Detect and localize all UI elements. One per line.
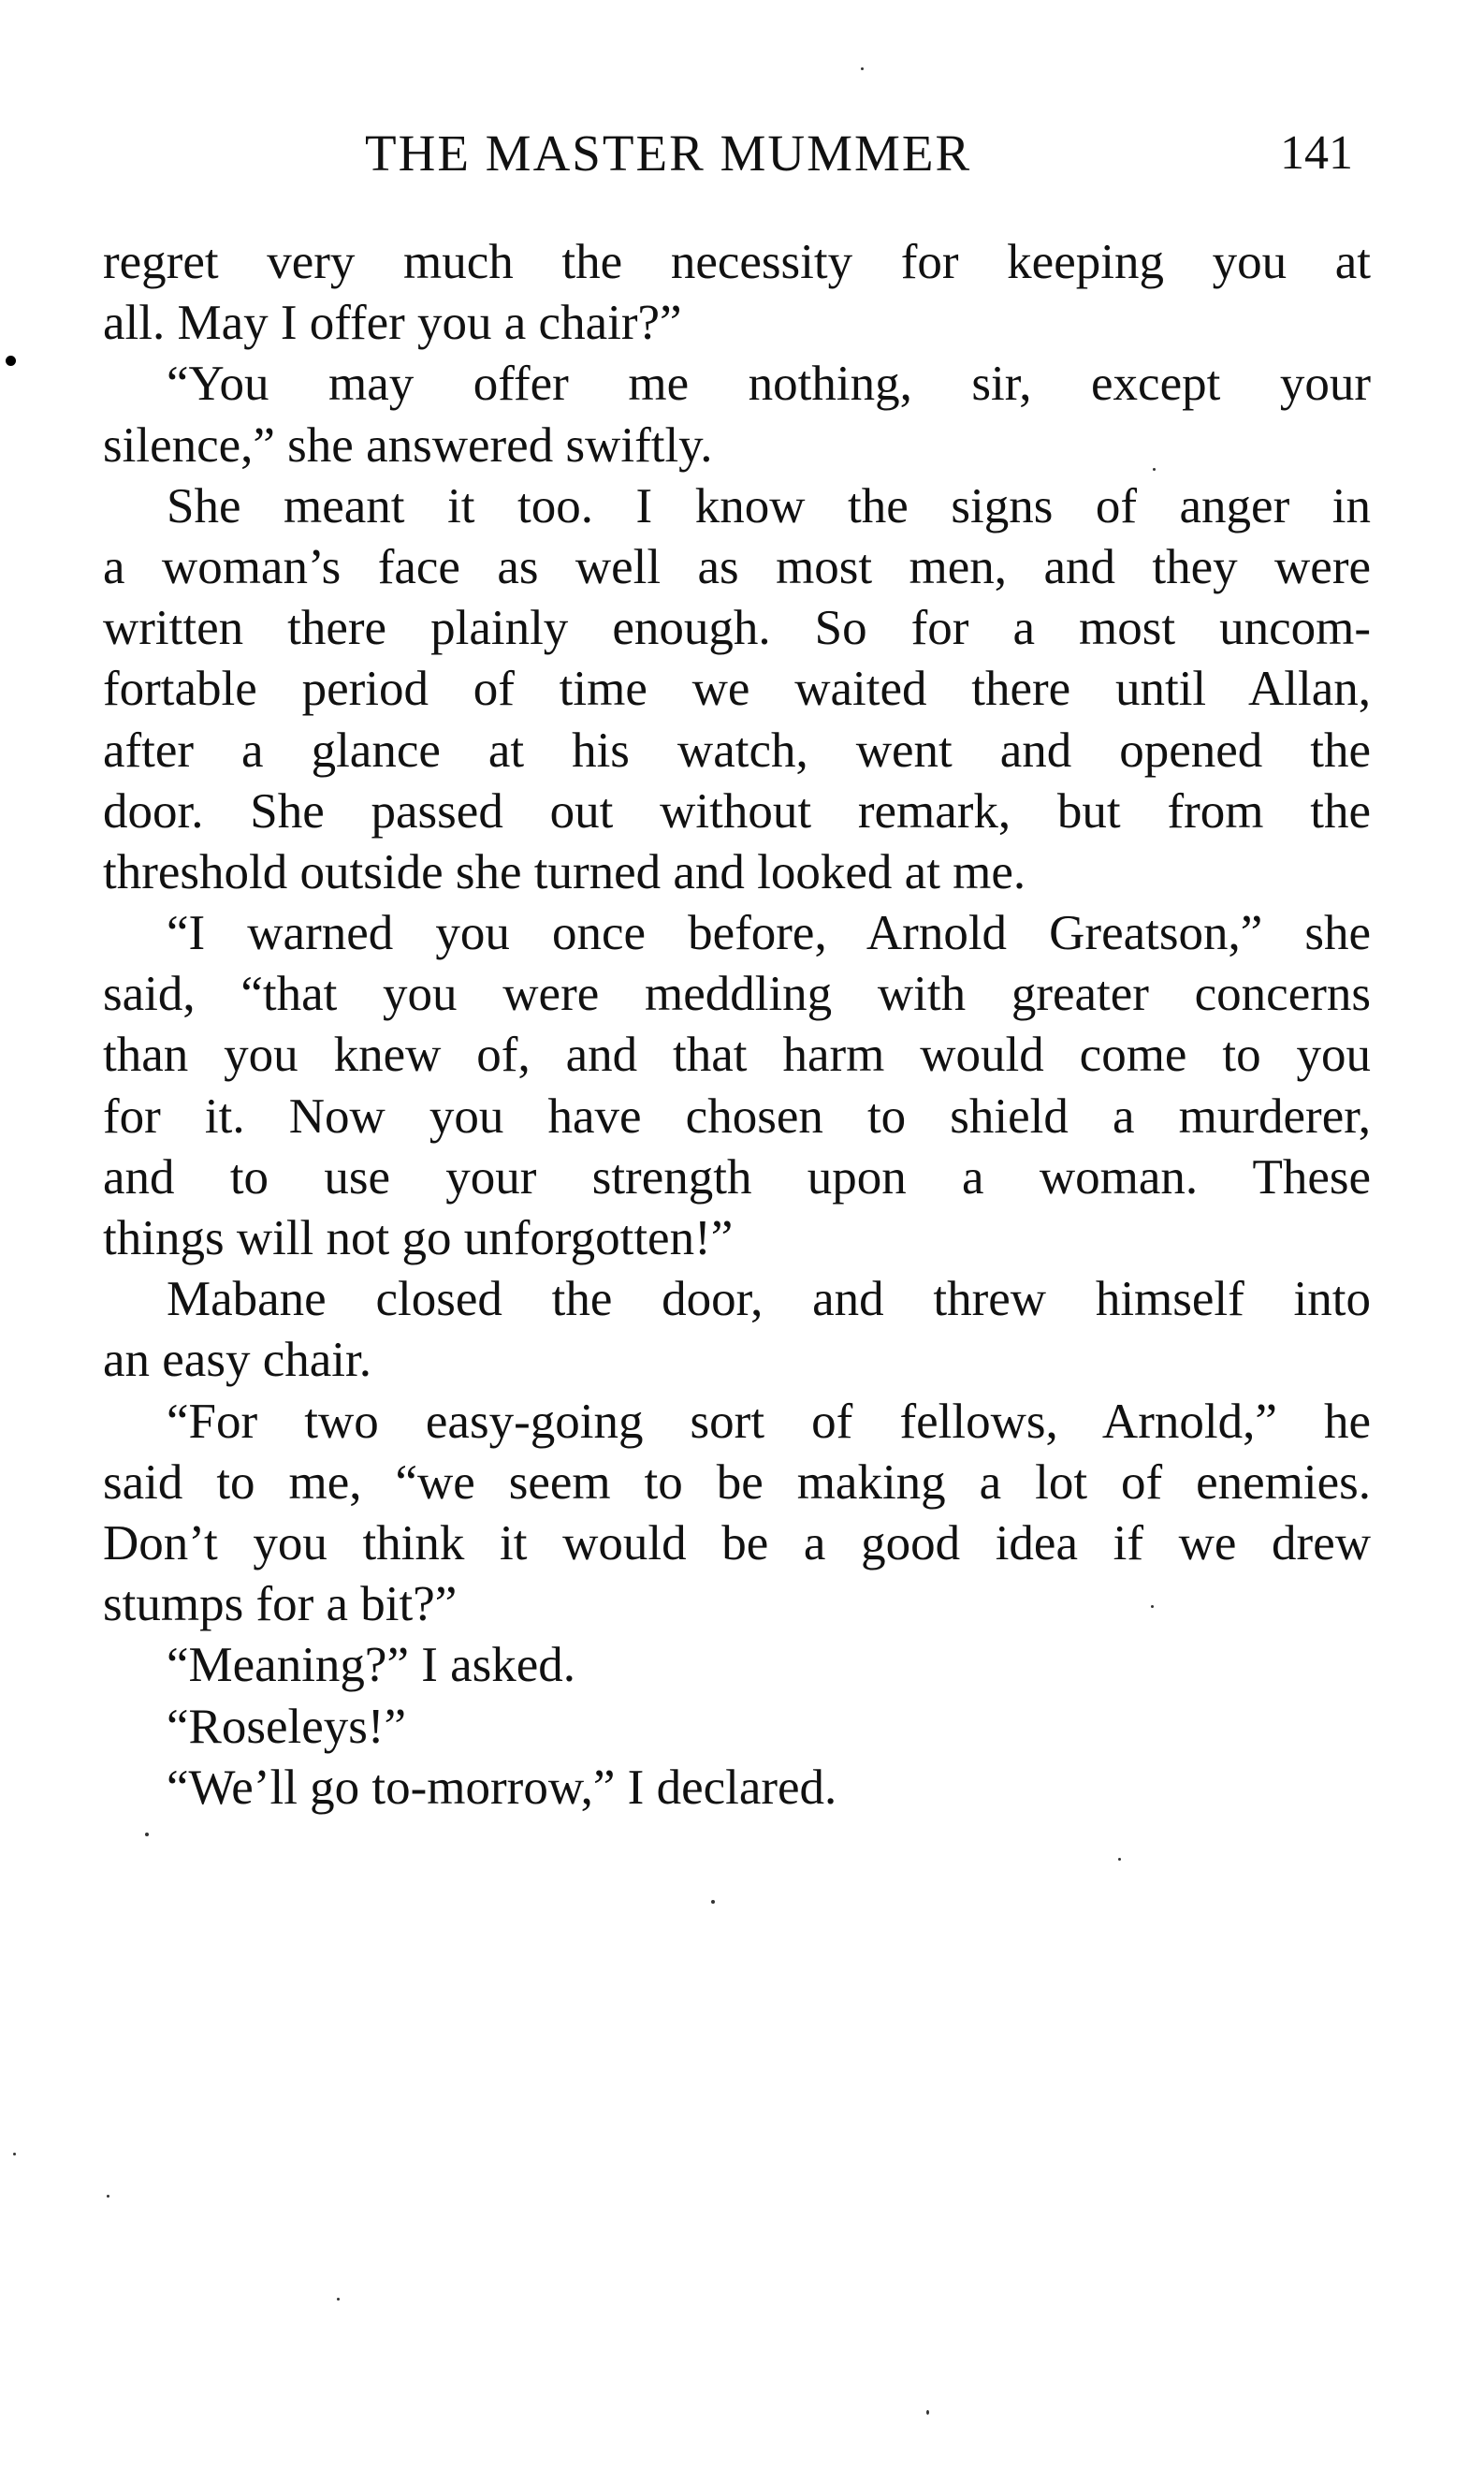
text-line: written there plainly enough. So for a most uncom- [103,601,1371,656]
text-line: after a glance at his watch, went and opened the [103,723,1371,778]
text-line: a woman’s face as well as most men, and they were [103,539,1371,594]
scan-speck [6,356,16,366]
scan-speck [861,67,864,70]
text-line: “For two easy-going sort of fellows, Arnold,” he [167,1394,1371,1449]
text-line: and to use your strength upon a woman. These [103,1149,1371,1205]
scan-speck [926,2410,929,2415]
text-line: than you knew of, and that harm would come to you [103,1028,1371,1083]
text-line: an easy chair. [103,1333,371,1388]
running-title: THE MASTER MUMMER [365,124,972,182]
scan-speck [337,2298,340,2301]
scan-speck [107,2195,109,2198]
text-line: She meant it too. I know the signs of anger in [167,478,1371,533]
text-line: said, “that you were meddling with greater concerns [103,967,1371,1022]
scan-speck [1151,1605,1154,1608]
page-header [0,124,1484,189]
text-line: Mabane closed the door, and threw himself into [167,1272,1371,1327]
text-line: “Meaning?” I asked. [167,1638,576,1693]
scan-speck [1118,1858,1121,1861]
scan-speck [1153,468,1156,471]
scan-speck [711,1900,715,1904]
text-line: threshold outside she turned and looked at me. [103,844,1026,899]
text-line: things will not go unforgotten!” [103,1211,734,1265]
text-line: stumps for a bit?” [103,1577,458,1632]
text-line: Don’t you think it would be a good idea if we drew [103,1515,1371,1571]
text-line: regret very much the necessity for keeping you at [103,235,1371,289]
text-line: door. She passed out without remark, but from the [103,783,1371,839]
text-line: “You may offer me nothing, sir, except your [167,357,1371,412]
text-line: “We’ll go to-morrow,” I declared. [167,1760,837,1815]
text-line: for it. Now you have chosen to shield a murderer, [103,1088,1371,1144]
page-number: 141 [1280,126,1353,180]
text-line: fortable period of time we waited there until Allan, [103,662,1371,717]
text-line: silence,” she answered swiftly. [103,417,713,473]
body-text [103,232,1371,1819]
scan-speck [13,2153,16,2155]
text-line: said to me, “we seem to be making a lot of enemies. [103,1454,1371,1510]
text-line: all. May I offer you a chair?” [103,296,682,351]
scan-speck [145,1833,149,1836]
text-line: “I warned you once before, Arnold Greatson,” she [167,906,1371,961]
text-line: “Roseleys!” [167,1699,407,1754]
